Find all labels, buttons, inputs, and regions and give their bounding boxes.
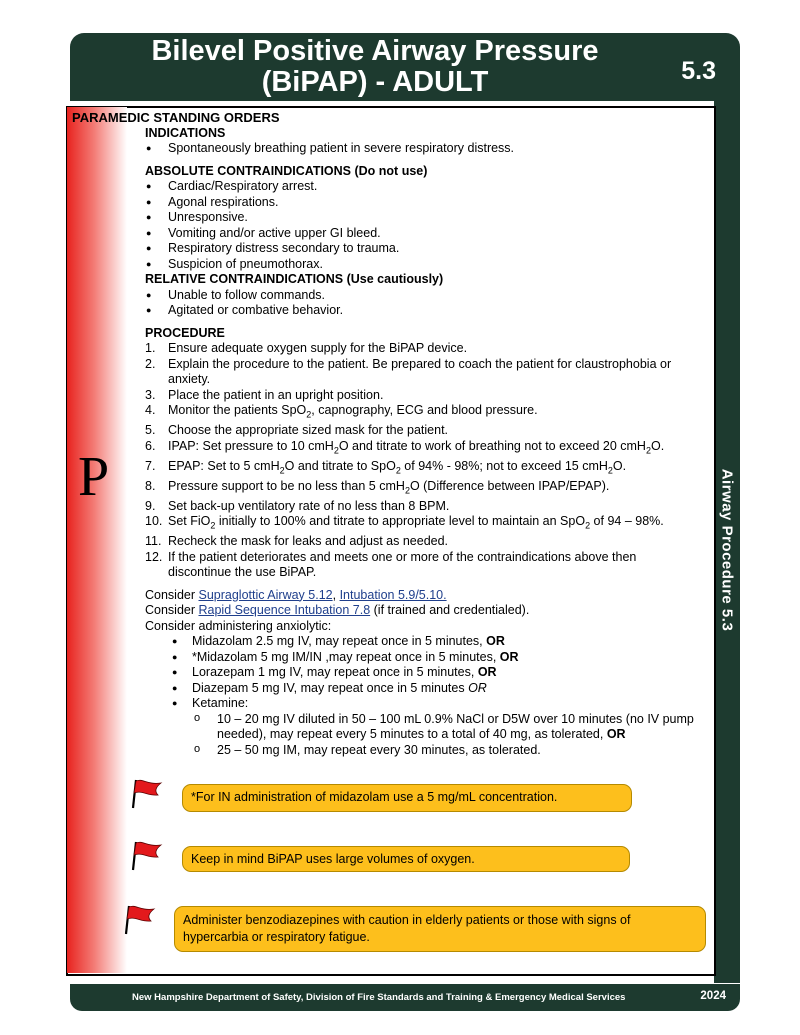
rsi-link[interactable]: Rapid Sequence Intubation 7.8 (198, 603, 371, 617)
procedure-step: 11. Recheck the mask for leaks and adjust as needed. (145, 534, 449, 548)
indications-section (145, 126, 702, 157)
procedure-step: 6. IPAP: Set pressure to 10 cmH$_2$O and titrate to work of breathing not to exceed 20 cmH$_2$O. (145, 438, 665, 455)
procedure-heading: PROCEDURE (145, 325, 225, 340)
med-item: ● *Midazolam 5 mg IM/IN ,may repeat once in 5 minutes, OR (170, 650, 702, 666)
protocol-number: 5.3 (681, 57, 716, 85)
med-item: ● Ketamine: o 10 – 20 mg IV diluted in 50 – 100 mL 0.9% NaCl or D5W over 10 minutes (no IV pump needed), may repeat every 5 minutes to a total of 40 mg, as tolerated, OR o 25 – 50 mg IM, may repeat every 30 minutes, as tolerated. (170, 696, 702, 758)
list-item: ● Agonal respirations. (145, 195, 702, 211)
med-item: ● Lorazepam 1 mg IV, may repeat once in 5 minutes, OR (170, 665, 702, 681)
list-item: ● Cardiac/Respiratory arrest. (145, 179, 702, 195)
consider-line-2: Consider Rapid Sequence Intubation 7.8 (if trained and credentialed). (145, 603, 530, 617)
list-item: ● Spontaneously breathing patient in severe respiratory distress. (145, 141, 702, 157)
note-oxygen: Keep in mind BiPAP uses large volumes of oxygen. (182, 846, 630, 872)
intubation-link[interactable]: Intubation 5.9/5.10. (339, 587, 447, 602)
page-title: Bilevel Positive Airway Pressure (BiPAP) - ADULT (151, 35, 599, 98)
procedure-section (145, 326, 702, 759)
absolute-heading: ABSOLUTE CONTRAINDICATIONS (Do not use) (145, 163, 428, 178)
ketamine-item: o 25 – 50 mg IM, may repeat every 30 minutes, as tolerated. (192, 743, 702, 759)
orders-content (72, 110, 702, 758)
anxiolytic-list (170, 634, 702, 758)
list-item: ● Suspicion of pneumothorax. (145, 257, 702, 273)
absolute-contraindications (145, 164, 702, 319)
paramedic-marker: P (78, 446, 110, 508)
procedure-step: 2. Explain the procedure to the patient. Be prepared to coach the patient for claustrophobia or anxiety. (145, 356, 672, 386)
procedure-step: 4. Monitor the patients SpO$_2$, capnography, ECG and blood pressure. (145, 403, 538, 420)
procedure-list (145, 341, 702, 581)
relative-list (145, 288, 702, 319)
procedure-step: 10. Set FiO$_2$ initially to 100% and titrate to appropriate level to maintain an SpO$_2$ of 94 – 98%. (145, 514, 664, 531)
ketamine-item: o 10 – 20 mg IV diluted in 50 – 100 mL 0.9% NaCl or D5W over 10 minutes (no IV pump needed), may repeat every 5 minutes to a total of 40 mg, as tolerated, OR (192, 712, 702, 743)
footer-text: New Hampshire Department of Safety, Division of Fire Standards and Training & Emergency Medical Services (132, 992, 626, 1003)
list-item: ● Unresponsive. (145, 210, 702, 226)
med-item: ● Midazolam 2.5 mg IV, may repeat once in 5 minutes, OR (170, 634, 702, 650)
footer-year: 2024 (700, 990, 726, 1002)
list-item: ● Unable to follow commands. (145, 288, 702, 304)
page-header (70, 33, 740, 101)
sidebar-label: Airway Procedure 5.3 (718, 468, 736, 632)
relative-heading: RELATIVE CONTRAINDICATIONS (Use cautiously) (145, 272, 444, 286)
absolute-list (145, 179, 702, 272)
red-flag-icon (120, 902, 156, 938)
orders-title: PARAMEDIC STANDING ORDERS (72, 110, 280, 125)
note-benzodiazepines: Administer benzodiazepines with caution in elderly patients or those with signs of hypercarbia or respiratory fatigue. (174, 906, 706, 952)
note-midazolam: *For IN administration of midazolam use a 5 mg/mL concentration. (182, 784, 632, 812)
red-flag-icon (127, 776, 163, 812)
consider-line-1: Consider Supraglottic Airway 5.12, Intubation 5.9/5.10. (145, 587, 447, 602)
list-item: ● Agitated or combative behavior. (145, 303, 702, 319)
page-footer (70, 984, 740, 1011)
indications-heading: INDICATIONS (145, 125, 226, 140)
list-item: ● Respiratory distress secondary to trauma. (145, 241, 702, 257)
med-item: ● Diazepam 5 mg IV, may repeat once in 5 minutes OR (170, 681, 702, 697)
procedure-step: 9. Set back-up ventilatory rate of no less than 8 BPM. (145, 498, 450, 513)
procedure-step: 8. Pressure support to be no less than 5 cmH$_2$O (Difference between IPAP/EPAP). (145, 478, 610, 495)
procedure-step: 7. EPAP: Set to 5 cmH$_2$O and titrate to SpO$_2$ of 94% - 98%; not to exceed 15 cmH$_2$O. (145, 458, 627, 475)
indications-list (145, 141, 702, 157)
procedure-step: 3. Place the patient in an upright position. (145, 387, 384, 402)
consider-line-3: Consider administering anxiolytic: (145, 618, 332, 633)
red-flag-icon (127, 838, 163, 874)
list-item: ● Vomiting and/or active upper GI bleed. (145, 226, 702, 242)
supraglottic-airway-link[interactable]: Supraglottic Airway 5.12 (198, 587, 333, 602)
ketamine-list (192, 712, 702, 759)
procedure-step: 5. Choose the appropriate sized mask for the patient. (145, 423, 449, 437)
procedure-step: 12. If the patient deteriorates and meets one or more of the contraindications above then discontinue the use BiPAP. (145, 549, 637, 579)
procedure-step: 1. Ensure adequate oxygen supply for the BiPAP device. (145, 341, 468, 355)
